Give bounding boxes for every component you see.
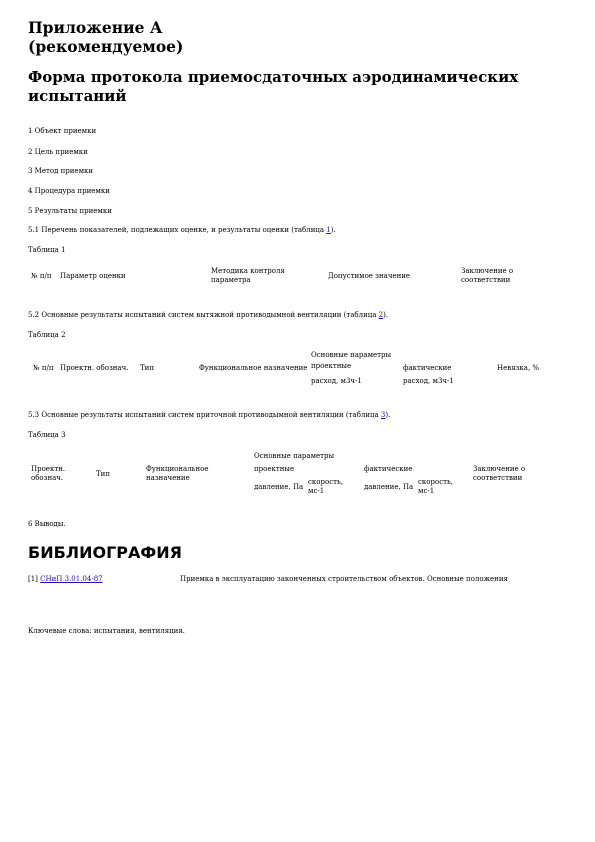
table-3-caption: Таблица 3 xyxy=(28,431,66,439)
bibliography-entry xyxy=(28,575,103,584)
item-object: 1 Объект приемки xyxy=(28,127,97,135)
keywords: Ключевые слова: испытания, вентиляция. xyxy=(28,627,185,635)
table-3-header-pressure-projected: давление, Па xyxy=(254,483,304,491)
item-procedure: 4 Процедура приемки xyxy=(28,187,110,195)
table-2-header-func: Функциональное назначение xyxy=(199,364,308,372)
table-2-header-main: Основные параметры xyxy=(311,351,392,359)
table-2-header-flow-projected: расход, м3ч-1 xyxy=(311,377,362,385)
section-5-1-tail: ). xyxy=(330,226,336,234)
table-1-header-method: Методика контроля параметра xyxy=(211,267,285,284)
table-1-header-conclusion: Заключение о соответствии xyxy=(461,267,514,284)
table-2-caption: Таблица 2 xyxy=(28,331,66,339)
item-goal: 2 Цель приемки xyxy=(28,148,88,156)
appendix-title: Приложение А xyxy=(28,18,163,37)
bibliography-ref-title: Приемка в эксплуатацию законченных строительством объектов. Основные положения xyxy=(180,575,508,583)
table-2-header-imbalance: Невязка, % xyxy=(497,364,540,372)
table-2-header-design: Проектн. обознач. xyxy=(60,364,129,372)
bibliography-ref-code-link[interactable]: СНиП 3.01.04-87 xyxy=(40,575,103,583)
table-1-caption: Таблица 1 xyxy=(28,246,66,254)
section-5-3-text: 5.3 Основные результаты испытаний систем приточной противодымной вентиляции (таблица xyxy=(28,411,381,419)
table-1-link[interactable]: 1 xyxy=(326,226,331,234)
table-2-header-projected: проектные xyxy=(311,362,352,370)
table-2-header-actual: фактические xyxy=(403,364,452,372)
table-1-header-param: Параметр оценки xyxy=(60,272,126,280)
section-5-1-text: 5.1 Перечень показателей, подлежащих оценке, и результаты оценки (таблица xyxy=(28,226,327,234)
bibliography-ref-num: [1] xyxy=(28,575,38,583)
table-3-header-func: Функциональное назначение xyxy=(146,465,209,482)
table-3-header-pressure-actual: давление, Па xyxy=(364,483,414,491)
table-3-header-speed-projected: скорость, мс-1 xyxy=(308,478,344,495)
section-5-3-tail: ). xyxy=(385,411,391,419)
table-2-header-flow-actual: расход, м3ч-1 xyxy=(403,377,454,385)
table-3-header-type: Тип xyxy=(96,470,110,478)
table-1-header-allowed: Допустимое значение xyxy=(328,272,411,280)
section-5-1 xyxy=(28,226,336,235)
section-5-2 xyxy=(28,311,388,320)
bibliography-title: БИБЛИОГРАФИЯ xyxy=(28,543,182,562)
table-2-header-type: Тип xyxy=(140,364,154,372)
table-3-link[interactable]: 3 xyxy=(380,411,386,419)
document-page xyxy=(28,18,568,106)
item-results: 5 Результаты приемки xyxy=(28,207,112,215)
table-2-link[interactable]: 2 xyxy=(378,311,384,319)
conclusions: 6 Выводы. xyxy=(28,520,66,528)
item-method: 3 Метод приемки xyxy=(28,167,94,175)
table-3-header-actual: фактические xyxy=(364,465,413,473)
table-3-header-main: Основные параметры xyxy=(254,452,335,460)
table-3-header-conclusion: Заключение о соответствии xyxy=(473,465,526,482)
appendix-subtitle: (рекомендуемое) xyxy=(28,37,184,56)
section-5-2-tail: ). xyxy=(383,311,389,319)
form-title-line1: Форма протокола приемосдаточных аэродинамических xyxy=(28,68,519,86)
table-3-header-speed-actual: скорость, мс-1 xyxy=(418,478,454,495)
section-5-3 xyxy=(28,411,390,420)
section-5-2-text: 5.2 Основные результаты испытаний систем вытяжной противодымной вентиляции (таблица xyxy=(28,311,379,319)
form-title-line2: испытаний xyxy=(28,87,127,105)
table-1-header-num: № п/п xyxy=(31,272,52,280)
table-3-header-projected: проектные xyxy=(254,465,295,473)
table-3-header-design: Проектн. обознач. xyxy=(31,465,66,482)
table-2-header-num: № п/п xyxy=(33,364,54,372)
